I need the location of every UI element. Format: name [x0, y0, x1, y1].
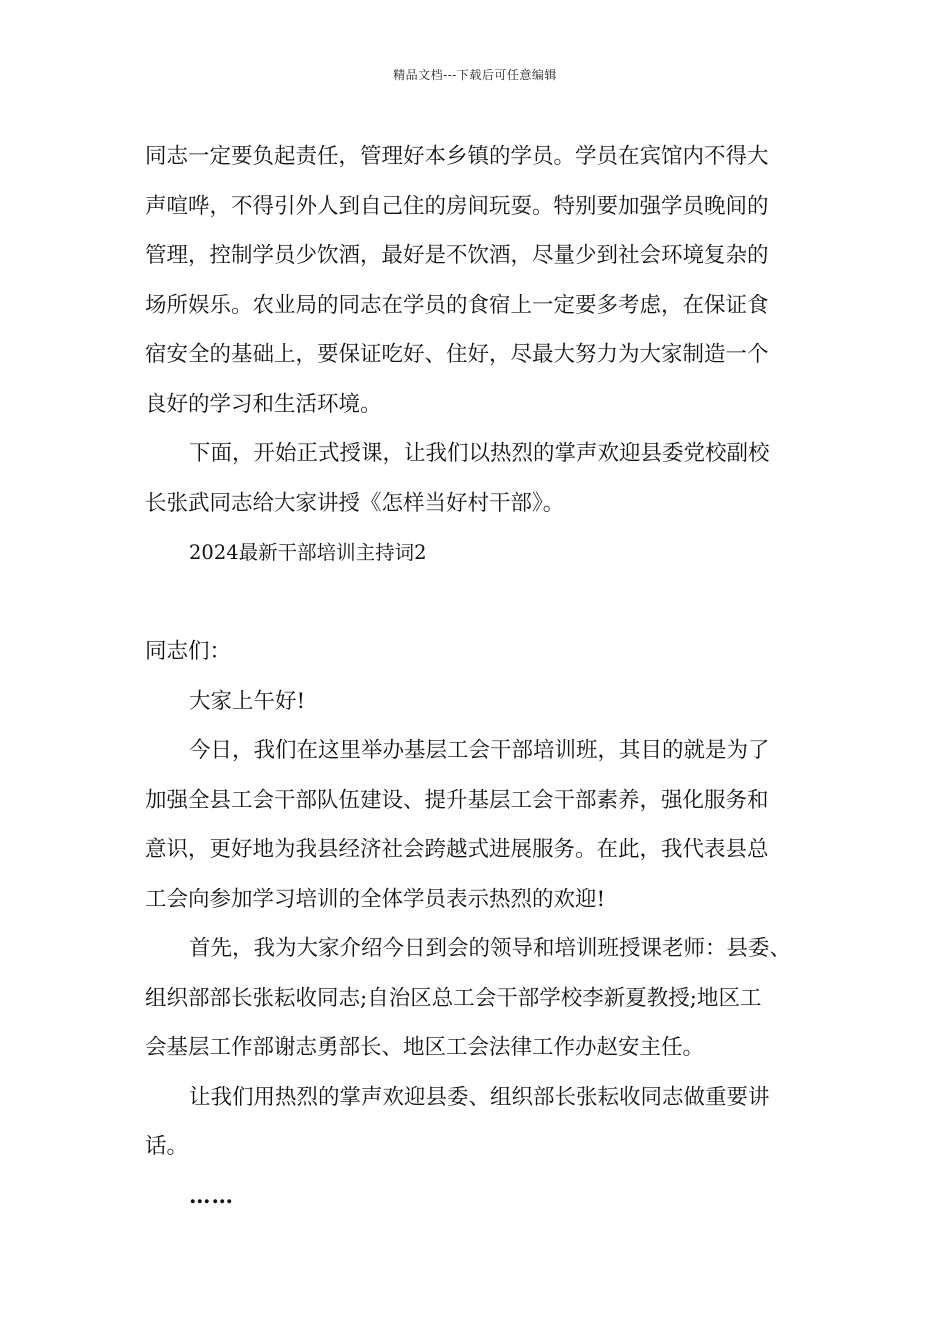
- paragraph-line: 意识，更好地为我县经济社会跨越式进展服务。在此，我代表县总: [145, 837, 769, 862]
- paragraph-line: 让我们用热烈的掌声欢迎县委、组织部长张耘收同志做重要讲: [189, 1084, 770, 1110]
- salutation: 同志们：: [145, 639, 232, 664]
- paragraph-line: 声喧哗，不得引外人到自己住的房间玩耍。特别要加强学员晚间的: [145, 193, 769, 219]
- paragraph-line: 工会向参加学习培训的全体学员表示热烈的欢迎!: [145, 886, 606, 912]
- paragraph-line: 下面，开始正式授课，让我们以热烈的掌声欢迎县委党校副校: [189, 441, 770, 466]
- page-header: 精品文档---下载后可任意编辑: [393, 68, 557, 82]
- ellipsis: ……: [189, 1183, 234, 1209]
- paragraph-line: 同志一定要负起责任，管理好本乡镇的学员。学员在宾馆内不得大: [145, 144, 769, 169]
- document-body: [145, 132, 825, 1221]
- paragraph-line: 组织部部长张耘收同志;自治区总工会干部学校李新夏教授;地区工: [145, 985, 762, 1011]
- paragraph-line: 场所娱乐。农业局的同志在学员的食宿上一定要多考虑，在保证食: [145, 292, 769, 318]
- paragraph-line: 长张武同志给大家讲授《怎样当好村干部》。: [145, 490, 565, 516]
- paragraph-line: 宿安全的基础上，要保证吃好、住好，尽最大努力为大家制造一个: [145, 342, 769, 367]
- paragraph-line: 首先，我为大家介绍今日到会的领导和培训班授课老师：县委、: [189, 936, 792, 961]
- paragraph-line: 加强全县工会干部队伍建设、提升基层工会干部素养，强化服务和: [145, 787, 769, 813]
- paragraph-line: 会基层工作部谢志勇部长、地区工会法律工作办赵安主任。: [145, 1035, 705, 1060]
- section-title: 2024最新干部培训主持词2: [189, 541, 427, 564]
- greeting: 大家上午好!: [189, 688, 306, 714]
- paragraph-line: 良好的学习和生活环境。: [145, 391, 382, 417]
- paragraph-line: 今日，我们在这里举办基层工会干部培训班，其目的就是为了: [189, 738, 770, 763]
- paragraph-line: 管理，控制学员少饮酒，最好是不饮酒，尽量少到社会环境复杂的: [145, 243, 769, 268]
- blank-line: [145, 578, 825, 628]
- paragraph-line: 话。: [145, 1134, 189, 1159]
